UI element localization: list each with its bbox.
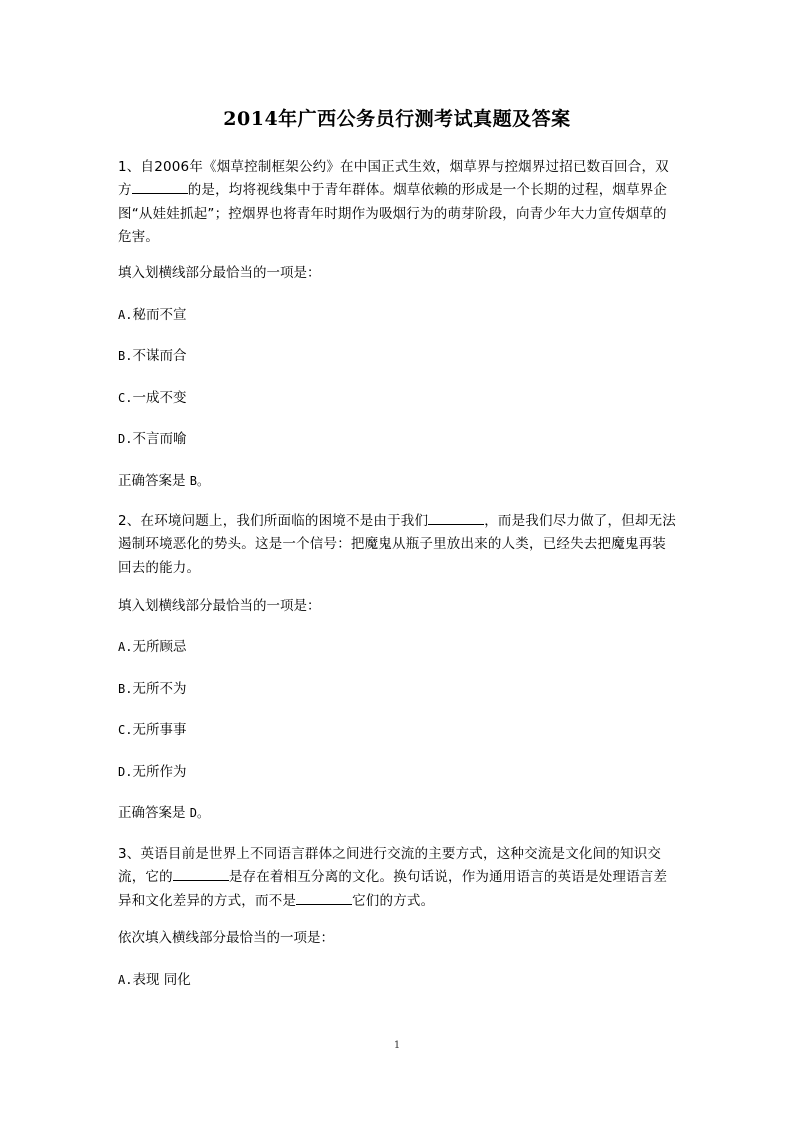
question-2-option-a bbox=[118, 637, 186, 657]
answer-value: D。 bbox=[189, 806, 210, 820]
question-2-stem bbox=[118, 510, 678, 580]
question-1-prompt: 填入划横线部分最恰当的一项是： bbox=[118, 265, 321, 281]
option-text: 无所顾忌 bbox=[132, 639, 187, 655]
option-text: 不谋而合 bbox=[132, 348, 187, 364]
option-letter: A. bbox=[118, 308, 133, 322]
question-1-option-a bbox=[118, 305, 186, 325]
option-text: 不言而喻 bbox=[132, 431, 187, 447]
answer-value: B。 bbox=[189, 474, 210, 488]
stem-text: 它们的方式。 bbox=[352, 892, 435, 909]
option-text: 一成不变 bbox=[132, 390, 187, 406]
stem-text: 2、在环境问题上，我们所面临的困境不是由于我们 bbox=[118, 513, 429, 529]
option-letter: A. bbox=[118, 640, 133, 654]
option-letter: D. bbox=[118, 765, 133, 779]
option-text: 秘而不宣 bbox=[132, 307, 187, 323]
option-letter: B. bbox=[118, 682, 133, 696]
stem-text: 是存在着相互分离的文化。换句话说，作为通用语言的英语是处理语言差异和文化差异的方式，而不是 bbox=[118, 869, 668, 909]
stem-text: 1、自2006年《烟草控制框架公约》在中国正式生效，烟草界与控烟界过招已数百回合，双方 bbox=[118, 159, 669, 199]
option-letter: C. bbox=[118, 391, 133, 405]
option-letter: B. bbox=[118, 349, 133, 363]
answer-prefix: 正确答案是 bbox=[118, 473, 190, 489]
question-3-prompt: 依次填入横线部分最恰当的一项是： bbox=[118, 930, 334, 946]
option-text: 无所不为 bbox=[132, 681, 187, 697]
question-3-option-a bbox=[118, 970, 191, 990]
question-2-option-d bbox=[118, 762, 186, 782]
question-2-option-b bbox=[118, 679, 186, 699]
question-3-stem bbox=[118, 843, 678, 913]
question-2-option-c bbox=[118, 720, 186, 740]
option-text: 无所作为 bbox=[132, 764, 187, 780]
option-letter: C. bbox=[118, 723, 133, 737]
fill-blank bbox=[132, 179, 188, 194]
question-2-prompt: 填入划横线部分最恰当的一项是： bbox=[118, 598, 321, 614]
option-letter: D. bbox=[118, 432, 133, 446]
question-1-option-b bbox=[118, 346, 186, 366]
fill-blank bbox=[296, 890, 352, 905]
option-letter: A. bbox=[118, 973, 133, 987]
stem-text: 3、英语目前是世界上不同语言群体之间进行交流的主要方式，这种交流是文化间的知识交流，它的 bbox=[118, 846, 662, 886]
option-text: 表现 同化 bbox=[132, 972, 191, 988]
stem-text: ，而是我们尽力做了，但却无法遏制环境恶化的势头。这是一个信号：把魔鬼从瓶子里放出来的人类，已经失去把魔鬼再装回去的能力。 bbox=[118, 513, 677, 576]
fill-blank bbox=[173, 866, 229, 881]
question-1-answer bbox=[118, 471, 209, 491]
answer-prefix: 正确答案是 bbox=[118, 805, 190, 821]
document-title: 2014年广西公务员行测考试真题及答案 bbox=[223, 108, 571, 130]
page-number: 1 bbox=[393, 1040, 401, 1051]
question-1-option-c bbox=[118, 388, 186, 408]
stem-text: 的是，均将视线集中于青年群体。烟草依赖的形成是一个长期的过程，烟草界企图“从娃娃抓起”；控烟界也将青年时期作为吸烟行为的萌芽阶段，向青少年大力宣传烟草的危害。 bbox=[118, 182, 668, 245]
question-1-option-d bbox=[118, 429, 186, 449]
question-1-stem bbox=[118, 156, 678, 249]
question-2-answer bbox=[118, 803, 209, 823]
option-text: 无所事事 bbox=[132, 722, 187, 738]
fill-blank bbox=[428, 510, 484, 525]
